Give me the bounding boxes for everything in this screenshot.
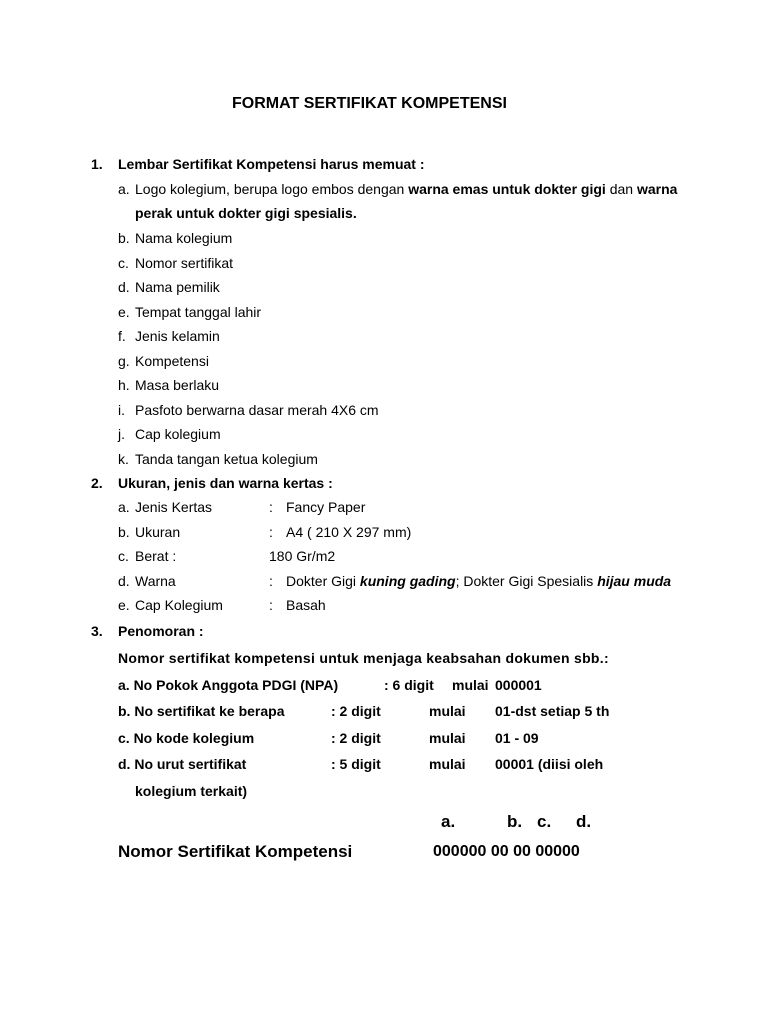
section2-row-label: Warna	[135, 572, 176, 589]
section2-row-value-part: hijau muda	[597, 572, 672, 589]
section1-number: 1.	[91, 156, 103, 172]
section1-item-text: Nama pemilik	[135, 279, 220, 295]
section1-item-text: Masa berlaku	[135, 377, 220, 393]
digit-letter-a: a.	[441, 812, 456, 831]
section3-number: 3.	[91, 623, 103, 639]
item-a-text2: warna emas untuk dokter gigi	[408, 181, 606, 197]
section1-item-text: Tanda tangan ketua kolegium	[135, 450, 318, 467]
section1-item-text: Nomor sertifikat	[135, 254, 234, 271]
section3-row-digits: : 2 digit	[331, 729, 381, 746]
digit-letter-d: d.	[576, 812, 592, 831]
digit-letter-c: c.	[537, 812, 552, 831]
section3-row-digits: : 2 digit	[331, 703, 381, 719]
section1-item-letter: c.	[118, 254, 129, 271]
section3-row-value: 00001 (diisi oleh	[495, 756, 604, 772]
section2-row-letter: a.	[118, 499, 130, 515]
section1-item-letter: h.	[118, 377, 130, 393]
digit-letter-b: b.	[507, 812, 523, 831]
section3-row-label: d. No urut sertifikat	[118, 756, 247, 772]
section3-continuation: kolegium terkait)	[135, 783, 248, 799]
section2-row-value-part: Dokter Gigi	[286, 572, 360, 589]
section3-row-mulai: mulai	[429, 703, 466, 719]
section1-item-text: Pasfoto berwarna dasar merah 4X6 cm	[135, 401, 379, 418]
section3-row-mulai: mulai	[429, 756, 466, 772]
section2-row-colon: :	[269, 597, 273, 613]
section2-row-value-part: ; Dokter Gigi Spesialis	[455, 572, 598, 589]
section2-row-colon: :	[269, 499, 273, 515]
section1-item-text: Nama kolegium	[135, 230, 233, 246]
section1-item-a-letter: a.	[118, 181, 130, 197]
section1-item-text: Jenis kelamin	[135, 328, 220, 344]
item-a-text1: Logo kolegium, berupa logo embos dengan	[135, 181, 409, 197]
section1-item-letter: k.	[118, 450, 129, 467]
section3-intro: Nomor sertifikat kompetensi untuk menjaga keabsahan dokumen sbb.:	[118, 650, 609, 666]
section1-item-letter: j.	[118, 426, 125, 442]
section1-item-a-line2: perak untuk dokter gigi spesialis.	[135, 205, 357, 221]
section1-item-text: Tempat tanggal lahir	[135, 303, 262, 320]
section2-row-label: Cap Kolegium	[135, 597, 223, 613]
section1-item-letter: f.	[118, 328, 126, 344]
section1-item-letter: b.	[118, 230, 130, 246]
section2-row-letter: b.	[118, 523, 130, 540]
section1-item-text: Cap kolegium	[135, 426, 221, 442]
section2-row-value: Basah	[286, 597, 326, 613]
section2-row-value	[286, 574, 671, 588]
item-a-text3: dan	[605, 181, 637, 197]
section2-row-label: Ukuran	[135, 523, 181, 540]
section1-item-letter: e.	[118, 303, 130, 320]
section2-row-value: A4 ( 210 X 297 mm)	[286, 523, 412, 540]
section3-row-a-mulai: mulai	[452, 677, 489, 693]
section2-row-colon: :	[269, 523, 273, 540]
section3-row-value: 01-dst setiap 5 th	[495, 703, 610, 719]
section2-row-letter: d.	[118, 572, 130, 589]
section1-heading: Lembar Sertifikat Kompetensi harus memuat :	[118, 156, 425, 172]
section2-row-label: Berat :	[135, 548, 177, 564]
section1-item-letter: i.	[118, 401, 125, 418]
final-label: Nomor Sertifikat Kompetensi	[118, 842, 353, 861]
section1-item-letter: d.	[118, 279, 130, 295]
section3-row-a-digits: : 6 digit	[384, 677, 434, 693]
section3-row-digits: : 5 digit	[331, 756, 381, 772]
final-value: 000000 00 00 00000	[433, 843, 580, 860]
section1-item-a-line1	[135, 182, 677, 196]
section3-row-mulai: mulai	[429, 729, 466, 746]
section3-row-label: b. No sertifikat ke berapa	[118, 703, 285, 719]
section3-row-a-label: a. No Pokok Anggota PDGI (NPA)	[118, 677, 339, 693]
section2-row-colon: :	[269, 572, 273, 589]
section1-item-letter: g.	[118, 352, 130, 369]
item-a-text4: warna	[636, 181, 678, 197]
section3-row-value: 01 - 09	[495, 729, 539, 746]
section2-row-value-part: kuning gading	[359, 572, 456, 589]
section2-number: 2.	[91, 475, 103, 491]
document-title: FORMAT SERTIFIKAT KOMPETENSI	[232, 95, 507, 112]
section3-row-a-value: 000001	[495, 677, 542, 693]
section2-row-value: Fancy Paper	[286, 499, 366, 515]
section3-row-label: c. No kode kolegium	[118, 729, 255, 746]
section3-heading: Penomoran :	[118, 623, 204, 639]
section1-item-text: Kompetensi	[135, 352, 209, 369]
section2-heading: Ukuran, jenis dan warna kertas :	[118, 475, 333, 491]
section2-row-letter: e.	[118, 597, 130, 613]
section2-row-value: 180 Gr/m2	[269, 548, 336, 564]
section2-row-label: Jenis Kertas	[135, 499, 213, 515]
section2-row-letter: c.	[118, 548, 129, 564]
